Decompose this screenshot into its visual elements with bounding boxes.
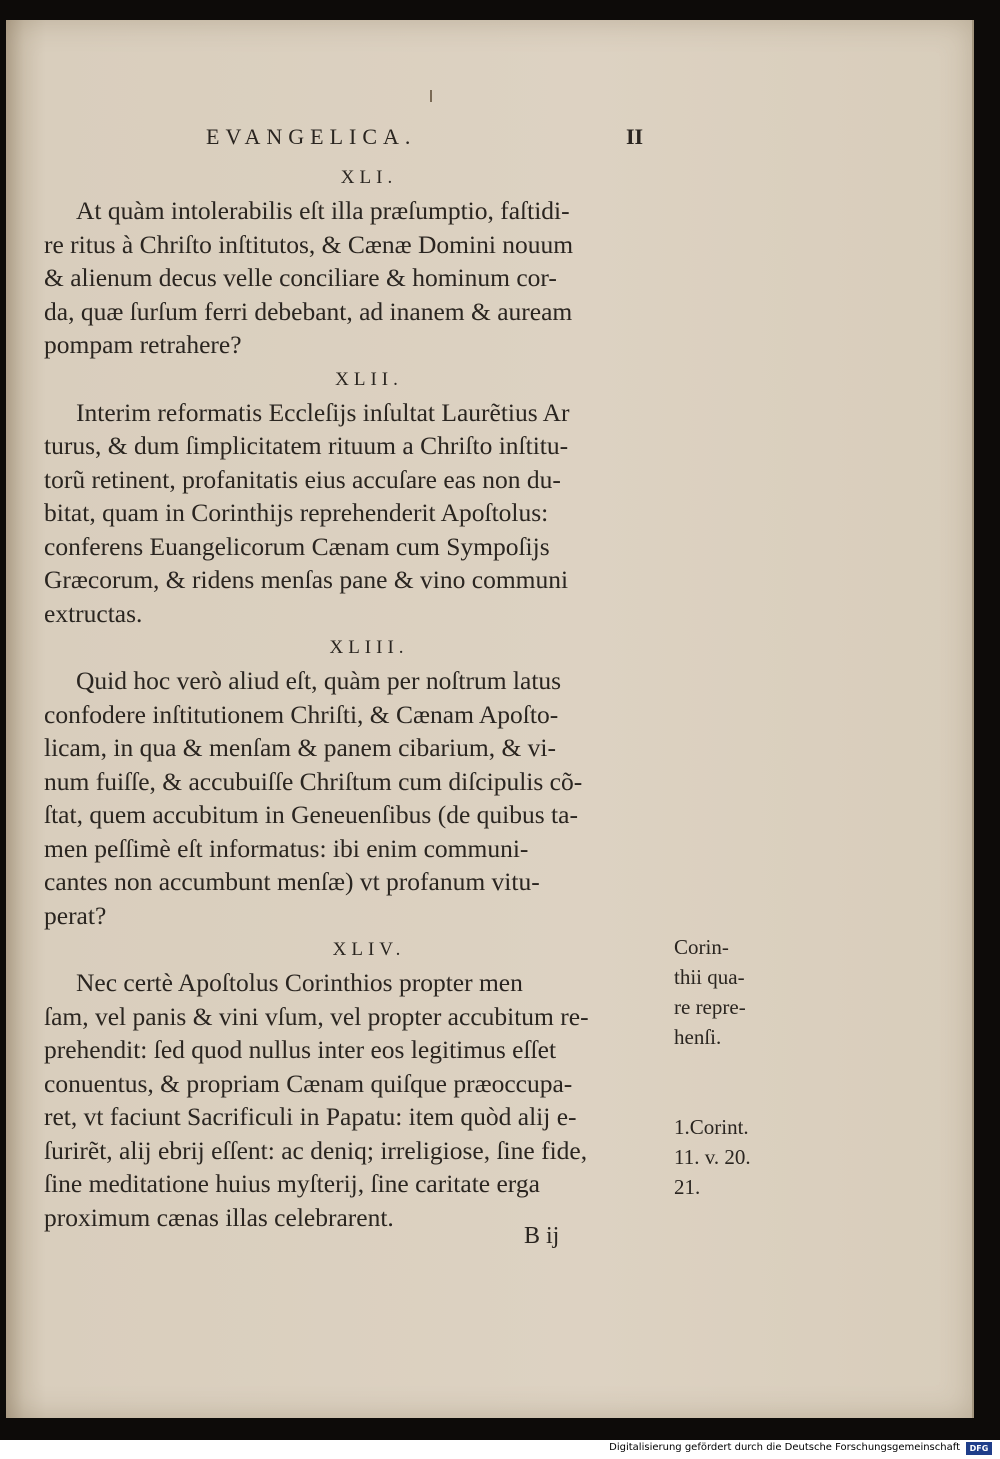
paragraph	[44, 396, 664, 631]
margin-note-line: henſi.	[674, 1025, 722, 1049]
section-number: XLII.	[335, 368, 403, 390]
text-line: bitat, quam in Corinthijs reprehenderit Apoſtolus:	[44, 498, 549, 527]
text-line: extructas.	[44, 598, 143, 628]
running-head	[6, 124, 972, 154]
margin-note-line: 21.	[674, 1175, 701, 1199]
text-line: men peſſimè eſt informatus: ibi enim communi-	[44, 833, 529, 863]
margin-note-line: re repre-	[674, 995, 746, 1019]
text-line: perat?	[44, 900, 107, 930]
paragraph	[44, 664, 664, 932]
margin-note-line: 11. v. 20.	[674, 1145, 751, 1169]
text-line: At quàm intolerabilis eſt illa præſumptio, faſtidi-	[76, 196, 570, 225]
text-line: & alienum decus velle conciliare & hominum cor-	[44, 263, 557, 292]
paragraph	[44, 194, 664, 362]
text-line: ſam, vel panis & vini vſum, vel propter accubitum re-	[44, 1001, 589, 1031]
text-line: Nec certè Apoſtolus Corinthios propter men	[76, 968, 523, 997]
text-line: Quid hoc verò aliud eſt, quàm per noſtrum latus	[76, 666, 562, 695]
text-line: turus, & dum ſimplicitatem rituum a Chriſto inſtitu-	[44, 431, 569, 460]
text-line: re ritus à Chriſto inſtitutos, & Cænæ Domini nouum	[44, 229, 574, 259]
text-line: ſine meditatione huius myſterij, ſine caritate erga	[44, 1169, 540, 1198]
text-line: pompam retrahere?	[44, 330, 242, 359]
text-line: ret, vt faciunt Sacrificuli in Papatu: item quòd alij e-	[44, 1102, 577, 1131]
text-line: ſurirẽt, alij ebrij eſſent: ac deniq; irreligiose, ſine fide,	[44, 1135, 588, 1165]
text-line: da, quæ ſurſum ferri debebant, ad inanem & auream	[44, 296, 573, 326]
text-line: torũ retinent, profanitatis eius accuſare eas non du-	[44, 464, 561, 494]
text-line: Græcorum, & ridens menſas pane & vino communi	[44, 565, 569, 594]
text-line: conferens Euangelicorum Cænam cum Sympoſijs	[44, 531, 550, 561]
text-line: prehendit: ſed quod nullus inter eos legitimus eſſet	[44, 1035, 557, 1064]
text-line: num fuiſſe, & accubuiſſe Chriſtum cum diſcipulis cõ-	[44, 766, 583, 796]
margin-note	[674, 1112, 794, 1202]
text-line: confodere inſtitutionem Chriſti, & Cænam Apoſto-	[44, 699, 559, 729]
text-line: Interim reformatis Eccleſijs inſultat Laurẽtius Ar	[76, 397, 570, 427]
margin-note-line: 1.Corint.	[674, 1115, 749, 1139]
footer-bar	[0, 1440, 1000, 1459]
running-title: EVANGELICA.	[206, 124, 417, 149]
section-number: XLIII.	[329, 637, 409, 658]
text-line: ſtat, quem accubitum in Geneuenſibus (de quibus ta-	[44, 800, 578, 829]
book-page	[6, 20, 974, 1418]
crop-mark	[430, 90, 432, 102]
margin-note-line: Corin-	[674, 935, 729, 959]
margin-note	[674, 932, 794, 1052]
text-line: proximum cænas illas celebrarent.	[44, 1202, 394, 1232]
text-line: cantes non accumbunt menſæ) vt profanum vitu-	[44, 867, 540, 896]
text-line: licam, in qua & menſam & panem cibarium, & vi-	[44, 733, 556, 762]
text-line: conuentus, & propriam Cænam quiſque præoccupa-	[44, 1068, 573, 1098]
paragraph	[44, 966, 664, 1234]
section-number: XLIV.	[332, 939, 406, 960]
folio-number: II	[626, 124, 644, 149]
dfg-logo-icon: DFG	[966, 1442, 992, 1455]
footer-credit: Digitalisierung gefördert durch die Deutsche Forschungsgemeinschaft	[609, 1442, 960, 1453]
signature-mark: B ij	[524, 1223, 560, 1249]
margin-note-line: thii qua-	[674, 965, 745, 989]
main-text	[44, 160, 664, 1234]
section-number: XLI.	[340, 167, 398, 188]
